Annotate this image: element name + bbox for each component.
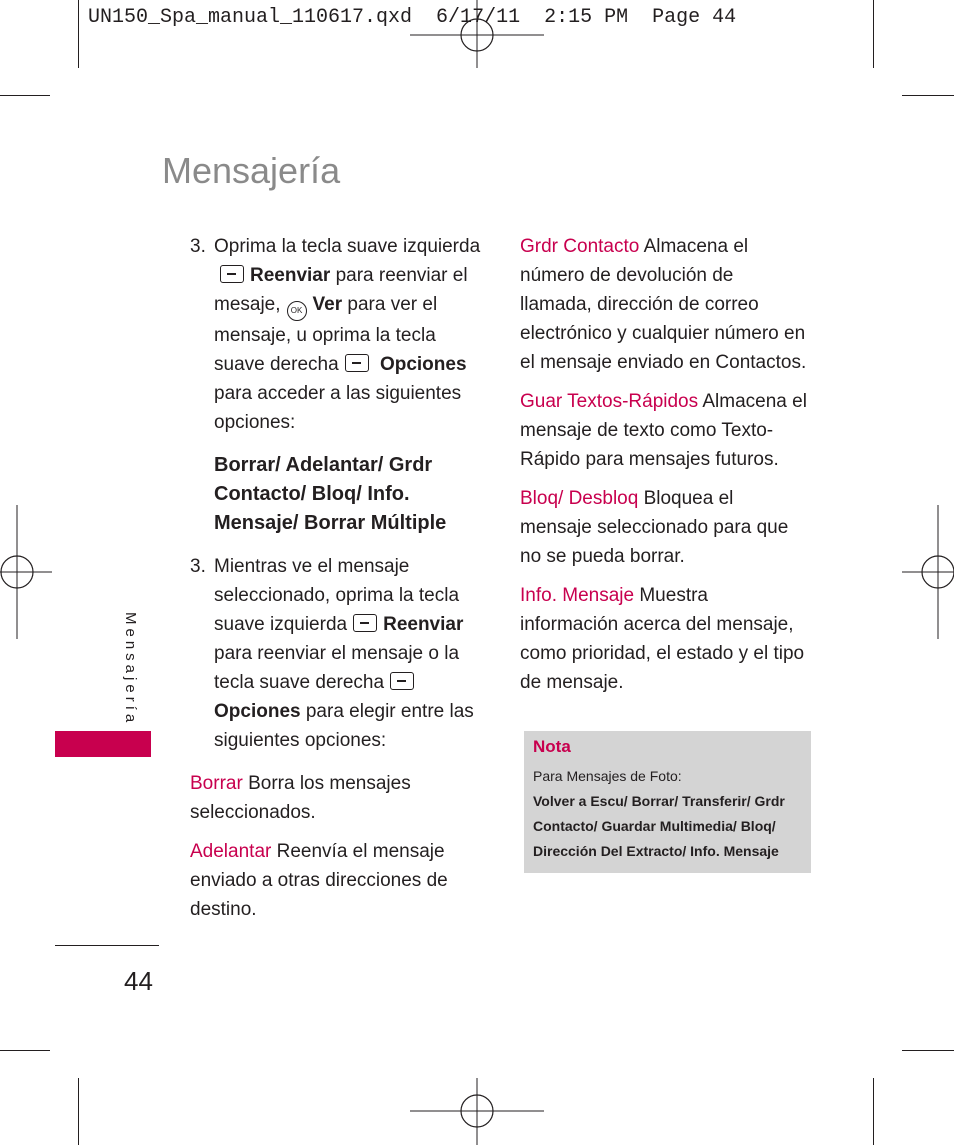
definition-item [190, 837, 482, 924]
crop-mark [873, 1078, 874, 1145]
step-number: 3. [190, 556, 206, 577]
definition-term: Guar Textos-Rápidos [520, 391, 699, 412]
definition-item [520, 484, 810, 571]
step-text: para reenviar el mesaje, [214, 265, 468, 315]
footer-rule [55, 945, 159, 946]
definition-term: Info. Mensaje [520, 585, 635, 606]
right-soft-key-icon [345, 354, 369, 372]
crop-mark [78, 1078, 79, 1145]
ok-key-icon: OK [287, 301, 307, 321]
step-item [190, 552, 482, 755]
registration-mark-icon [410, 0, 544, 68]
step-text: para ver el mensaje, u oprima la tecla suave derecha [214, 294, 438, 375]
crop-mark [902, 95, 954, 96]
note-intro: Para Mensajes de Foto: [533, 768, 682, 784]
step-number: 3. [190, 236, 206, 257]
step-text: para acceder a las siguientes opciones: [214, 383, 462, 433]
note-options: Volver a Escu/ Borrar/ Transferir/ Grdr Contacto/ Guardar Multimedia/ Bloq/ Dirección Del Extracto/ Info. Mensaje [533, 793, 785, 859]
step-text: para elegir entre las siguientes opciones: [214, 701, 474, 751]
definition-item [520, 232, 810, 377]
definition-term: Borrar [190, 773, 243, 794]
step-item [190, 232, 482, 437]
crop-mark [902, 1050, 954, 1051]
definition-text: Almacena el mensaje de texto como Texto-Rápido para mensajes futuros. [520, 391, 807, 470]
registration-mark-icon [902, 505, 954, 639]
key-label: Reenviar [383, 614, 464, 635]
definition-item [190, 769, 482, 827]
page-title: Mensajería [162, 150, 341, 191]
crop-mark [0, 95, 50, 96]
registration-mark-icon [410, 1078, 544, 1145]
side-tab-label: Mensajería [122, 612, 139, 727]
key-label: Ver [312, 294, 343, 315]
note-title: Nota [533, 737, 571, 756]
definition-item [520, 387, 810, 474]
step-text: Oprima la tecla suave izquierda [214, 236, 481, 257]
crop-mark [78, 0, 79, 68]
key-label: Reenviar [250, 265, 331, 286]
options-list: Borrar/ Adelantar/ Grdr Contacto/ Bloq/ Info. Mensaje/ Borrar Múltiple [214, 454, 447, 534]
crop-mark [0, 1050, 50, 1051]
note-body [533, 764, 808, 864]
right-soft-key-icon [390, 672, 414, 690]
left-column [190, 232, 482, 934]
crop-mark [873, 0, 874, 68]
definition-text: Bloquea el mensaje seleccionado para que no se pueda borrar. [520, 488, 789, 567]
key-label: Opciones [379, 354, 467, 375]
side-tab-bar [55, 731, 151, 757]
left-soft-key-icon [353, 614, 377, 632]
definition-text: Reenvía el mensaje enviado a otras direcciones de destino. [190, 841, 448, 920]
right-column [520, 232, 810, 707]
definition-text: Borra los mensajes seleccionados. [190, 773, 411, 823]
note-box [524, 731, 811, 873]
step-text: Mientras ve el mensaje seleccionado, oprima la tecla suave izquierda [214, 556, 460, 635]
definition-text: Almacena el número de devolución de llamada, dirección de correo electrónico y cualquier número en el mensaje enviado en Contactos. [520, 236, 807, 373]
key-label: Opciones [214, 701, 301, 722]
page-number: 44 [124, 966, 153, 996]
definition-term: Adelantar [190, 841, 272, 862]
left-soft-key-icon [220, 265, 244, 283]
definition-text: Muestra información acerca del mensaje, como prioridad, el estado y el tipo de mensaje. [520, 585, 805, 693]
definition-item [520, 581, 810, 697]
definition-term: Bloq/ Desbloq [520, 488, 639, 509]
definition-term: Grdr Contacto [520, 236, 640, 257]
step-text: para reenviar el mensaje o la tecla suave derecha [214, 643, 460, 693]
print-slug: UN150_Spa_manual_110617.qxd 6/17/11 2:15 PM Page 44 [88, 6, 737, 29]
registration-mark-icon [0, 505, 52, 639]
